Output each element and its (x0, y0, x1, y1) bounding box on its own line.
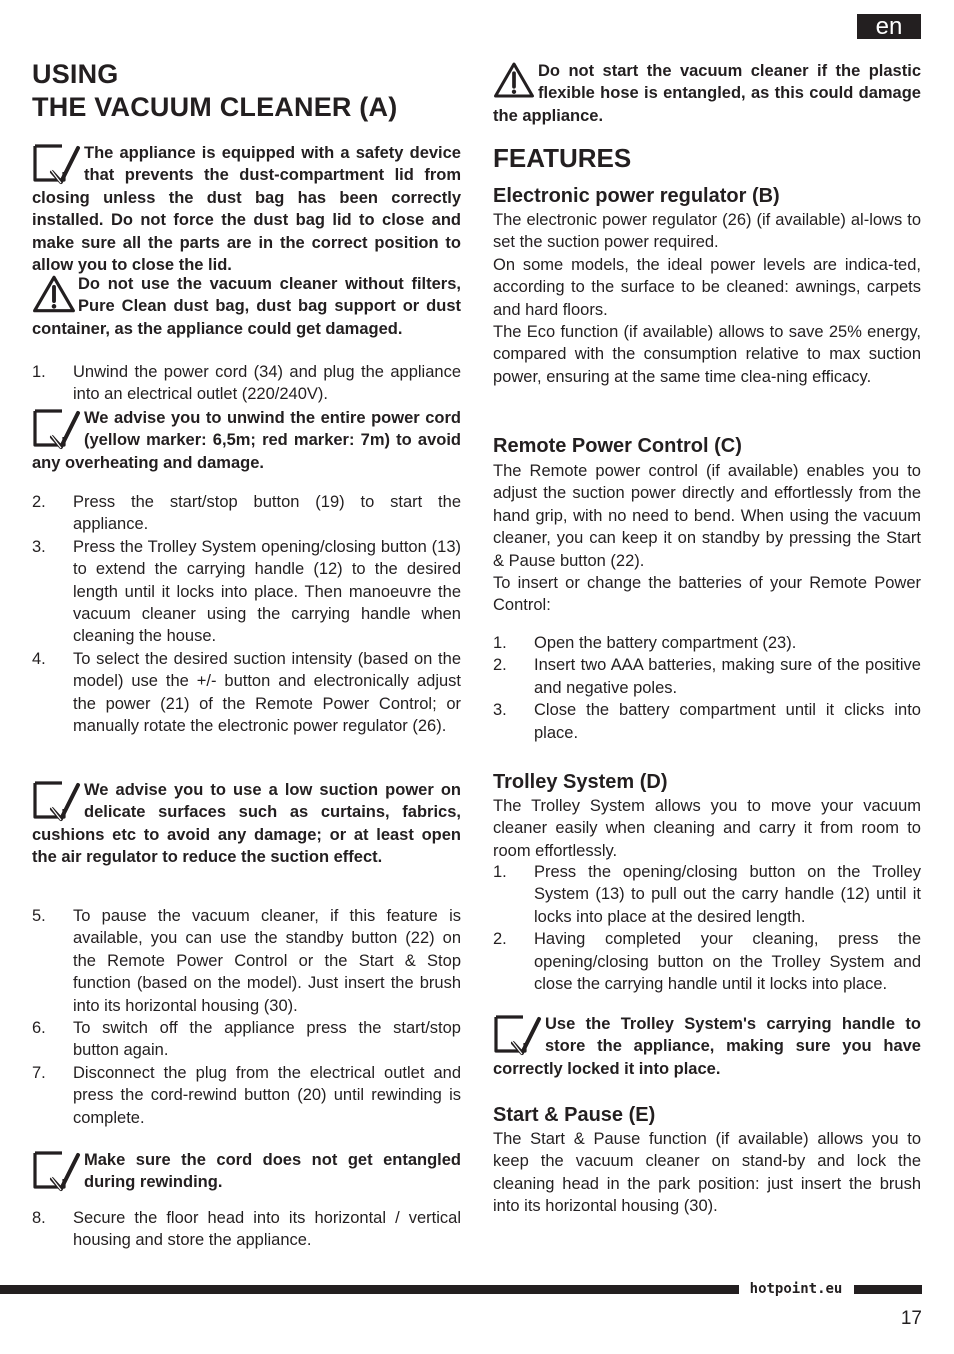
rpc-steps-list (493, 632, 921, 744)
check-note-icon (32, 142, 82, 186)
paragraph: On some models, the ideal power levels are indica-ted, according to the surface to be cleaned: awnings, carpets and hard floors. (493, 255, 921, 319)
paragraph: To insert or change the batteries of your Remote Power Control: (493, 574, 921, 615)
footer-rule-right (854, 1285, 922, 1294)
warning-text: Do not start the vacuum cleaner if the plastic flexible hose is entangled, as this could damage the appliance. (493, 62, 921, 125)
warning-no-filters (32, 273, 461, 340)
footer-website: hotpoint.eu (749, 1281, 843, 1297)
steps-list-1 (32, 361, 461, 406)
list-item: 2. Having completed your cleaning, press the opening/closing button on the Trolley System and close the carrying handle until it locks into place. (493, 930, 921, 994)
list-item: 8. Secure the floor head into its horizontal / vertical housing and store the appliance. (32, 1209, 461, 1250)
note-text: Use the Trolley System's carrying handle to store the appliance, making sure you have correctly locked it into place. (493, 1015, 921, 1078)
page-number: 17 (900, 1308, 922, 1329)
list-item: 2. Press the start/stop button (19) to start the appliance. (32, 493, 461, 534)
note-text: Make sure the cord does not get entangled during rewinding. (84, 1151, 461, 1192)
note-text: The appliance is equipped with a safety device that prevents the dust-compartment lid from closing unless the dust bag has been correctly installed. Do not force the dust bag lid to close and make sure all the parts are in the correct position to allow you to close the lid. (32, 144, 461, 275)
paragraph: The electronic power regulator (26) (if available) al-lows to set the suction power required. (493, 211, 921, 252)
note-cord-entangled (32, 1149, 461, 1194)
rpc-section (493, 460, 921, 617)
footer-rule-left (0, 1285, 739, 1294)
check-note-icon (32, 407, 82, 451)
note-text: We advise you to unwind the entire power cord (yellow marker: 6,5m; red marker: 7m) to avoid any overheating and damage. (32, 409, 461, 472)
steps-list-2 (32, 491, 461, 737)
warning-triangle-icon (493, 60, 535, 100)
list-item: 3. Close the battery compartment until it clicks into place. (493, 701, 921, 742)
sp-section (493, 1128, 921, 1218)
epr-heading: Electronic power regulator (B) (493, 185, 780, 207)
title-line-1: USING (32, 59, 119, 89)
list-item: 1. Open the battery compartment (23). (493, 634, 797, 652)
list-item: 5. To pause the vacuum cleaner, if this feature is available, you can use the standby button (22) on the Remote Power Control or the Start & Stop function (based on the model). Just insert the brush into its horizontal housing (30). (32, 907, 461, 1015)
paragraph: The Trolley System allows you to move your vacuum cleaner easily when cleaning and carry it from room to room effortlessly. (493, 797, 921, 860)
rpc-heading: Remote Power Control (C) (493, 435, 742, 457)
warning-hose-entangled (493, 60, 921, 127)
warning-text: Do not use the vacuum cleaner without filters, Pure Clean dust bag, dust bag support or dust container, as the appliance could get damaged. (32, 275, 461, 338)
ts-section (493, 795, 921, 862)
note-unwind-cord (32, 407, 461, 474)
paragraph: The Start & Pause function (if available) allows you to keep the vacuum cleaner on stand-by and lock the cleaning head in the park position: just insert the brush into its horizontal housing (30). (493, 1130, 921, 1216)
epr-section (493, 209, 921, 388)
note-safety-device (32, 142, 461, 276)
paragraph: The Remote power control (if available) enables you to adjust the suction power directly and effortlessly from the hand grip, with no need to bend. When using the vacuum cleaner, you can keep it on standby by pressing the Start & Pause button (22). (493, 462, 921, 570)
list-item: 1. Unwind the power cord (34) and plug the appliance into an electrical outlet (220/240V). (32, 363, 461, 404)
list-item: 4. To select the desired suction intensity (based on the model) use the +/- button and electronically adjust the power (21) of the Remote Power Control; or manually rotate the electronic power regulator (26). (32, 649, 461, 736)
sp-heading: Start & Pause (E) (493, 1104, 656, 1126)
list-item: 2. Insert two AAA batteries, making sure of the positive and negative poles. (493, 656, 921, 697)
steps-list-4 (32, 1207, 461, 1252)
list-item: 3. Press the Trolley System opening/closing button (13) to extend the carrying handle (12) to the desired length until it locks into place. Then manoeuvre the vacuum cleaner using the carrying handle when cleaning the house. (32, 537, 461, 646)
note-trolley-handle (493, 1013, 921, 1080)
check-note-icon (32, 779, 82, 823)
title-line-2: THE VACUUM CLEANER (A) (32, 92, 398, 122)
warning-triangle-icon (32, 273, 76, 315)
paragraph: The Eco function (if available) allows to save 25% energy, compared with the consumption relative to max suction power, ensuring at the same time clea-ning efficacy. (493, 323, 921, 386)
note-low-suction (32, 779, 461, 869)
features-heading: FEATURES (493, 143, 632, 173)
page-title (32, 58, 397, 124)
note-text: We advise you to use a low suction power on delicate surfaces such as curtains, fabrics, cushions etc to avoid any damage; or at least open the air regulator to reduce the suction effect. (32, 781, 461, 867)
ts-steps-list (493, 861, 921, 995)
list-item: 1. Press the opening/closing button on the Trolley System (13) to pull out the carry handle (12) until it locks into place at the desired length. (493, 863, 921, 926)
ts-heading: Trolley System (D) (493, 771, 668, 793)
list-item: 7. Disconnect the plug from the electrical outlet and press the cord-rewind button (20) until rewinding is complete. (32, 1063, 461, 1127)
check-note-icon (493, 1013, 543, 1057)
language-badge: en (857, 14, 921, 39)
check-note-icon (32, 1149, 82, 1193)
list-item: 6. To switch off the appliance press the start/stop button again. (32, 1019, 461, 1060)
steps-list-3 (32, 905, 461, 1129)
